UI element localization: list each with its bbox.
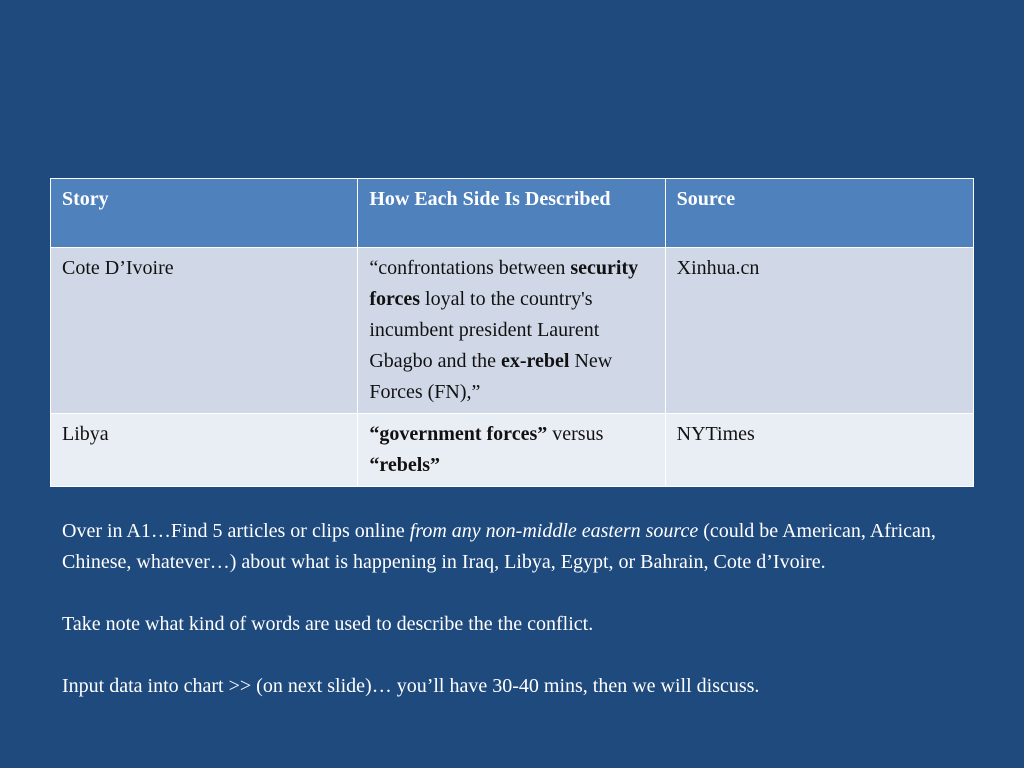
instruction-paragraph-2: Take note what kind of words are used to describe the the conflict.: [62, 613, 594, 635]
desc-bold: ex-rebel: [500, 350, 570, 372]
header-description: How Each Side Is Described: [358, 179, 665, 248]
story-cell: Libya: [51, 414, 358, 487]
desc-bold: “rebels”: [369, 454, 441, 476]
source-cell: Xinhua.cn: [665, 248, 973, 414]
desc-bold: “government forces”: [369, 423, 548, 445]
instruction-paragraph-3: Input data into chart >> (on next slide)… you’ll have 30-40 mins, then we will discuss.: [62, 675, 760, 697]
story-cell: Cote D’Ivoire: [51, 248, 358, 414]
table-row: [51, 248, 974, 414]
desc-text: loyal to the country's incumbent president Laurent Gbagbo and the: [369, 288, 600, 372]
description-cell: [358, 248, 665, 414]
instruction-text: (could be American, African, Chinese, whatever…) about what is happening in Iraq, Libya, Egypt, or Bahrain, Cote d’Ivoire.: [62, 520, 936, 573]
description-cell: [358, 414, 665, 487]
header-story: Story: [51, 179, 358, 248]
comparison-table: [50, 178, 974, 487]
table-header-row: [51, 179, 974, 248]
desc-text: “confrontations between: [369, 257, 571, 279]
instruction-emphasis: from any non-middle eastern source: [409, 520, 699, 542]
header-source: Source: [665, 179, 973, 248]
instruction-paragraph-1: [62, 516, 992, 578]
table-row: [51, 414, 974, 487]
desc-text: versus: [547, 423, 604, 445]
instruction-text: Over in A1…Find 5 articles or clips online: [62, 520, 410, 542]
desc-bold: security forces: [369, 257, 639, 310]
desc-text: New Forces (FN),”: [369, 350, 613, 403]
source-cell: NYTimes: [665, 414, 973, 487]
instructions-text: [62, 516, 992, 702]
